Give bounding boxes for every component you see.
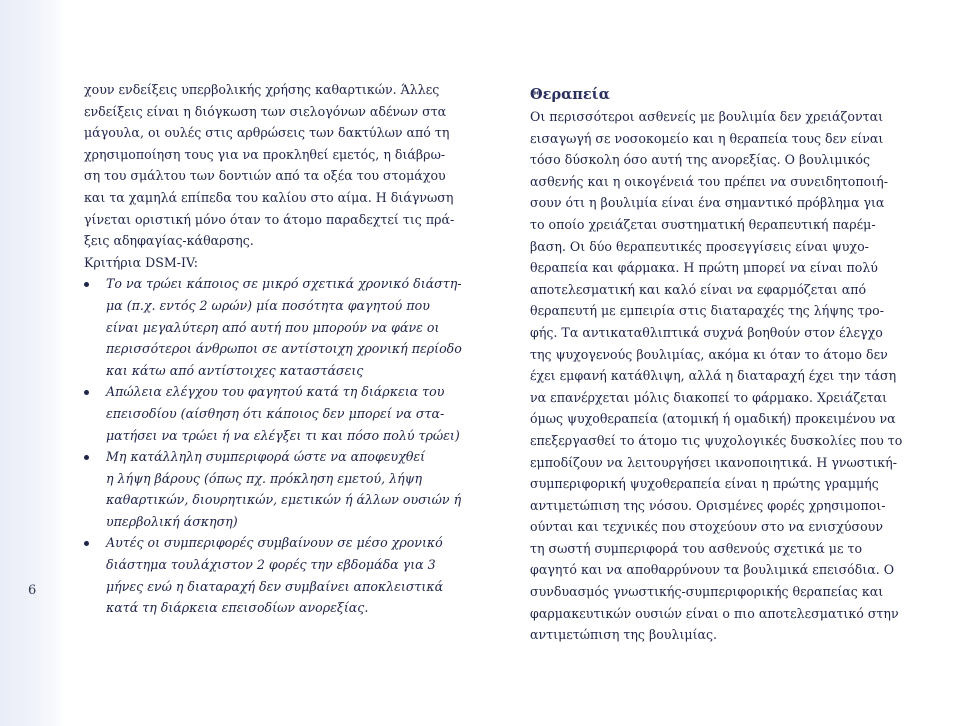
paragraph-line: τη σωστή συμπεριφορά του ασθενούς σχετικά με το bbox=[530, 540, 863, 556]
paragraph-line: φής. Τα αντικαταθλιπτικά συχνά βοηθούν στον έλεγχο bbox=[530, 324, 883, 340]
paragraph-line: βαση. Οι δύο θεραπευτικές προσεγγίσεις είναι ψυχο- bbox=[530, 238, 869, 254]
criteria-line: μήνες ενώ η διαταραχή δεν συμβαίνει αποκλειστικά bbox=[106, 578, 444, 594]
criteria-line: Μη κατάλληλη συμπεριφορά ώστε να αποφευχθεί bbox=[84, 446, 504, 468]
criteria-list bbox=[84, 273, 504, 619]
paragraph-line: θεραπευτή με εμπειρία στις διαταραχές της λήψης τρο- bbox=[530, 303, 884, 319]
criteria-line: επεισοδίου (αίσθηση ότι κάποιος δεν μπορεί να στα- bbox=[106, 405, 445, 421]
criteria-line: μα (π.χ. εντός 2 ωρών) μία ποσότητα φαγητού που bbox=[106, 297, 430, 313]
criteria-item bbox=[84, 532, 504, 618]
criteria-line: ματήσει να τρώει ή να ελέγξει τι και πόσο πολύ τρώει) bbox=[106, 427, 460, 443]
paragraph-line: της ψυχογενούς βουλιμίας, ακόμα κι όταν το άτομο δεν bbox=[530, 346, 888, 362]
criteria-line: κατά τη διάρκεια επεισοδίων ανορεξίας. bbox=[106, 600, 369, 616]
paragraph-line: όμως ψυχοθεραπεία (ατομική ή ομαδική) προκειμένου να bbox=[530, 411, 896, 427]
criteria-line: και κάτω από αντίστοιχες καταστάσεις bbox=[106, 362, 364, 378]
section-heading: Θεραπεία bbox=[530, 86, 610, 103]
criteria-line: υπερβολική άσκηση) bbox=[106, 513, 238, 529]
paragraph-line: ούνται και τεχνικές που στοχεύουν στο να ενισχύσουν bbox=[530, 519, 883, 535]
paragraph-line: αντιμετώπιση της νόσου. Ορισμένες φορές χρησιμοποι- bbox=[530, 497, 886, 513]
paragraph-line: Οι περισσότεροι ασθενείς με βουλιμία δεν χρειάζονται bbox=[530, 109, 884, 124]
paragraph-line: ενδείξεις είναι η διόγκωση των σιελογόνων αδένων στα bbox=[84, 103, 447, 119]
left-column bbox=[84, 79, 504, 619]
criteria-line: περισσότεροι άνθρωποι σε αντίστοιχη χρονική περίοδο bbox=[106, 341, 462, 357]
paragraph-line: το οποίο χρειάζεται συστηματική θεραπευτική παρέμ- bbox=[530, 216, 876, 232]
paragraph-line: χρησιμοποίηση τους για να προκληθεί εμετός, η διάβρω- bbox=[84, 146, 446, 162]
criteria-line: καθαρτικών, διουρητικών, εμετικών ή άλλων ουσιών ή bbox=[106, 492, 462, 508]
criteria-line: Το να τρώει κάποιος σε μικρό σχετικά χρονικό διάστη- bbox=[84, 273, 504, 295]
paragraph-line: θεραπεία και φάρμακα. Η πρώτη μπορεί να είναι πολύ bbox=[530, 260, 878, 276]
criteria-line: διάστημα τουλάχιστον 2 φορές την εβδομάδα για 3 bbox=[106, 557, 436, 573]
paragraph-line: σουν ότι η βουλιμία είναι ένα σημαντικό πρόβλημα για bbox=[530, 195, 885, 211]
therapy-paragraph bbox=[530, 106, 950, 646]
criteria-item bbox=[84, 446, 504, 532]
paragraph-line: και τα χαμηλά επίπεδα του καλίου στο αίμα. Η διάγνωση bbox=[84, 189, 454, 205]
paragraph-line: μάγουλα, οι ουλές στις αρθρώσεις των δακτύλων από τη bbox=[84, 125, 450, 141]
criteria-line: Απώλεια ελέγχου του φαγητού κατά τη διάρκεια του bbox=[84, 381, 504, 403]
diagnosis-paragraph bbox=[84, 79, 504, 252]
paragraph-line: γίνεται οριστική μόνο όταν το άτομο παραδεχτεί τις πρά- bbox=[84, 211, 455, 227]
paragraph-line: ξεις αδηφαγίας-κάθαρσης. bbox=[84, 233, 254, 249]
paragraph-line: φαγητό και να αποθαρρύνουν τα βουλιμικά επεισόδια. Ο bbox=[530, 562, 895, 578]
paragraph-line: τόσο δύσκολη όσο αυτή της ανορεξίας. Ο βουλιμικός bbox=[530, 152, 871, 168]
paragraph-line: συμπεριφορική ψυχοθεραπεία είναι η πρώτης γραμμής bbox=[530, 476, 879, 492]
margin-stripe bbox=[0, 0, 66, 726]
criteria-line: Αυτές οι συμπεριφορές συμβαίνουν σε μέσο χρονικό bbox=[84, 532, 504, 554]
paragraph-line: ασθενής και η οικογένειά του πρέπει να συνειδητοποιή- bbox=[530, 173, 888, 189]
paragraph-line: αποτελεσματική και καλό είναι να εφαρμόζεται από bbox=[530, 281, 867, 297]
paragraph-line: αντιμετώπιση της βουλιμίας. bbox=[530, 627, 718, 643]
criteria-item bbox=[84, 273, 504, 381]
paragraph-line: χουν ενδείξεις υπερβολικής χρήσης καθαρτικών. Άλλες bbox=[84, 82, 440, 97]
criteria-line: είναι μεγαλύτερη από αυτή που μπορούν να φάνε οι bbox=[106, 319, 440, 335]
criteria-line: η λήψη βάρους (όπως πχ. πρόκληση εμετού, λήψη bbox=[106, 470, 423, 486]
criteria-item bbox=[84, 381, 504, 446]
paragraph-line: συνδυασμός γνωστικής-συμπεριφορικής θεραπείας και bbox=[530, 584, 884, 600]
paragraph-line: εμποδίζουν να λειτουργήσει ικανοποιητικά. Η γνωστική- bbox=[530, 454, 897, 470]
paragraph-line: επεξεργασθεί το άτομο τις ψυχολογικές δυσκολίες που το bbox=[530, 432, 903, 448]
paragraph-line: ση του σμάλτου των δοντιών από τα οξέα του στομάχου bbox=[84, 168, 446, 184]
page-number: 6 bbox=[28, 583, 37, 598]
criteria-title: Κριτήρια DSM-IV: bbox=[84, 254, 199, 270]
right-column bbox=[530, 85, 950, 646]
paragraph-line: εισαγωγή σε νοσοκομείο και η θεραπεία τους δεν είναι bbox=[530, 130, 884, 146]
paragraph-line: φαρμακευτικών ουσιών είναι ο πιο αποτελεσματικό στην bbox=[530, 605, 899, 621]
paragraph-line: να επανέρχεται μόλις διακοπεί το φάρμακο. Χρειάζεται bbox=[530, 389, 888, 405]
paragraph-line: έχει εμφανή κατάθλιψη, αλλά η διαταραχή έχει την τάση bbox=[530, 368, 897, 384]
